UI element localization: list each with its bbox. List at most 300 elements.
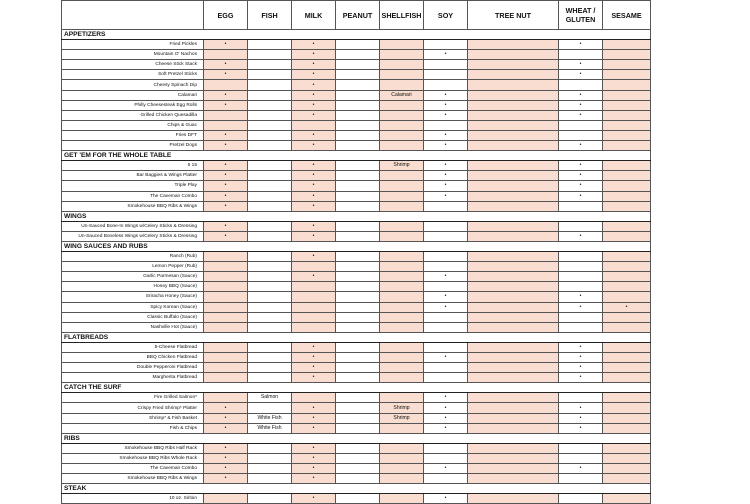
allergen-cell-soy [424, 231, 468, 241]
table-row [62, 80, 651, 90]
allergen-cell-egg [204, 272, 248, 282]
menu-item-name: Spicy Korean (Sauce) [62, 302, 204, 312]
allergen-cell-fish [248, 161, 292, 171]
allergen-cell-sesame [603, 322, 651, 332]
allergen-cell-milk: • [292, 171, 336, 181]
allergen-cell-shellfish [380, 453, 424, 463]
table-row [62, 443, 651, 453]
menu-item-name: Mountain O' Nachos [62, 50, 204, 60]
allergen-cell-soy: • [424, 191, 468, 201]
allergen-cell-peanut [336, 120, 380, 130]
allergen-cell-egg [204, 80, 248, 90]
allergen-cell-peanut [336, 322, 380, 332]
allergen-cell-fish [248, 353, 292, 363]
allergen-cell-milk: • [292, 474, 336, 484]
allergen-cell-shellfish: Calamari [380, 90, 424, 100]
allergen-cell-wheat [559, 393, 603, 403]
table-row [62, 363, 651, 373]
header-wheat: WHEAT / GLUTEN [559, 1, 603, 30]
allergen-cell-soy [424, 312, 468, 322]
allergen-cell-sesame [603, 353, 651, 363]
menu-item-name: Fried Pickles [62, 40, 204, 50]
allergen-cell-shellfish [380, 130, 424, 140]
allergen-cell-wheat: • [559, 403, 603, 413]
allergen-cell-wheat: • [559, 191, 603, 201]
section-title: RIBS [62, 433, 651, 443]
allergen-cell-sesame [603, 120, 651, 130]
table-row [62, 453, 651, 463]
table-row [62, 474, 651, 484]
allergen-cell-soy: • [424, 272, 468, 282]
allergen-cell-peanut [336, 393, 380, 403]
section-title: APPETIZERS [62, 30, 651, 40]
allergen-cell-egg: • [204, 403, 248, 413]
allergen-cell-egg [204, 393, 248, 403]
allergen-cell-soy [424, 70, 468, 80]
allergen-cell-milk [292, 262, 336, 272]
allergen-cell-sesame [603, 231, 651, 241]
allergen-cell-wheat: • [559, 161, 603, 171]
table-row [62, 70, 651, 80]
allergen-cell-treenut [468, 302, 559, 312]
allergen-cell-fish: Salmon [248, 393, 292, 403]
table-row [62, 272, 651, 282]
table-row [62, 393, 651, 403]
allergen-cell-wheat [559, 130, 603, 140]
table-row [62, 141, 651, 151]
allergen-cell-milk: • [292, 342, 336, 352]
menu-item-name: Double Pepperoni Flatbread [62, 363, 204, 373]
allergen-cell-milk: • [292, 443, 336, 453]
allergen-cell-peanut [336, 141, 380, 151]
allergen-cell-sesame [603, 494, 651, 504]
allergen-cell-wheat: • [559, 70, 603, 80]
header-egg: EGG [204, 1, 248, 30]
allergen-cell-milk: • [292, 110, 336, 120]
menu-item-name: Smokehouse BBQ Ribs Half Rack [62, 443, 204, 453]
menu-item-name: Lemon Pepper (Rub) [62, 262, 204, 272]
allergen-cell-treenut [468, 70, 559, 80]
allergen-cell-milk: • [292, 161, 336, 171]
menu-item-name: 10 oz. Sirloin [62, 494, 204, 504]
table-row [62, 312, 651, 322]
allergen-cell-sesame [603, 100, 651, 110]
menu-item-name: Shrimp* & Fish Basket [62, 413, 204, 423]
menu-item-name: Fish & Chips [62, 423, 204, 433]
allergen-cell-fish [248, 363, 292, 373]
allergen-cell-peanut [336, 171, 380, 181]
allergen-cell-fish [248, 494, 292, 504]
menu-item-name: Cheesy Spinach Dip [62, 80, 204, 90]
menu-item-name: Smokehouse BBQ Ribs & Wings [62, 474, 204, 484]
table-row [62, 221, 651, 231]
allergen-cell-milk: • [292, 130, 336, 140]
allergen-cell-milk: • [292, 373, 336, 383]
allergen-cell-egg: • [204, 464, 248, 474]
allergen-cell-milk: • [292, 464, 336, 474]
allergen-cell-soy [424, 252, 468, 262]
table-row [62, 90, 651, 100]
allergen-cell-treenut [468, 262, 559, 272]
allergen-cell-milk: • [292, 272, 336, 282]
allergen-cell-peanut [336, 221, 380, 231]
allergen-cell-shellfish [380, 262, 424, 272]
allergen-cell-sesame [603, 181, 651, 191]
allergen-cell-shellfish [380, 272, 424, 282]
allergen-cell-treenut [468, 252, 559, 262]
allergen-cell-sesame [603, 161, 651, 171]
allergen-cell-sesame [603, 292, 651, 302]
allergen-cell-egg: • [204, 171, 248, 181]
menu-item-name: Calamari [62, 90, 204, 100]
allergen-cell-egg [204, 120, 248, 130]
table-row [62, 171, 651, 181]
allergen-cell-milk: • [292, 40, 336, 50]
allergen-cell-peanut [336, 494, 380, 504]
allergen-cell-milk: • [292, 453, 336, 463]
allergen-cell-peanut [336, 191, 380, 201]
allergen-cell-shellfish [380, 312, 424, 322]
allergen-cell-sesame [603, 80, 651, 90]
table-row [62, 110, 651, 120]
allergen-cell-fish [248, 373, 292, 383]
allergen-cell-sesame [603, 50, 651, 60]
allergen-cell-fish [248, 120, 292, 130]
menu-item-name: Fire Grilled Salmon* [62, 393, 204, 403]
allergen-cell-sesame [603, 423, 651, 433]
allergen-cell-shellfish [380, 231, 424, 241]
allergen-cell-peanut [336, 423, 380, 433]
allergen-cell-sesame [603, 191, 651, 201]
allergen-cell-fish [248, 292, 292, 302]
allergen-cell-wheat [559, 252, 603, 262]
header-milk: MILK [292, 1, 336, 30]
allergen-cell-shellfish [380, 60, 424, 70]
allergen-cell-soy: • [424, 413, 468, 423]
allergen-cell-shellfish [380, 322, 424, 332]
allergen-cell-sesame [603, 282, 651, 292]
allergen-cell-sesame [603, 342, 651, 352]
allergen-cell-peanut [336, 231, 380, 241]
table-row [62, 60, 651, 70]
allergen-cell-peanut [336, 262, 380, 272]
allergen-cell-wheat [559, 322, 603, 332]
allergen-cell-treenut [468, 40, 559, 50]
allergen-cell-soy [424, 322, 468, 332]
allergen-cell-sesame [603, 40, 651, 50]
allergen-cell-treenut [468, 282, 559, 292]
allergen-cell-peanut [336, 40, 380, 50]
allergen-cell-peanut [336, 201, 380, 211]
allergen-cell-peanut [336, 342, 380, 352]
allergen-cell-peanut [336, 161, 380, 171]
allergen-cell-shellfish [380, 110, 424, 120]
allergen-cell-wheat [559, 474, 603, 484]
allergen-cell-milk [292, 120, 336, 130]
allergen-cell-soy: • [424, 141, 468, 151]
allergen-cell-wheat: • [559, 353, 603, 363]
section-header-row [62, 211, 651, 221]
allergen-cell-wheat: • [559, 292, 603, 302]
allergen-cell-wheat: • [559, 423, 603, 433]
allergen-cell-peanut [336, 110, 380, 120]
allergen-cell-wheat: • [559, 231, 603, 241]
allergen-cell-treenut [468, 161, 559, 171]
allergen-cell-soy: • [424, 464, 468, 474]
table-row [62, 282, 651, 292]
allergen-cell-egg: • [204, 141, 248, 151]
allergen-cell-milk: • [292, 252, 336, 262]
table-row [62, 130, 651, 140]
allergen-cell-fish [248, 191, 292, 201]
allergen-cell-milk [292, 292, 336, 302]
menu-item-name: Garlic Parmesan (Sauce) [62, 272, 204, 282]
allergen-cell-treenut [468, 120, 559, 130]
allergen-cell-wheat: • [559, 464, 603, 474]
allergen-cell-milk: • [292, 363, 336, 373]
allergen-cell-peanut [336, 272, 380, 282]
section-title: CATCH THE SURF [62, 383, 651, 393]
allergen-cell-milk [292, 322, 336, 332]
header-item [62, 1, 204, 30]
section-title: WINGS [62, 211, 651, 221]
allergen-cell-shellfish [380, 393, 424, 403]
allergen-cell-peanut [336, 252, 380, 262]
allergen-cell-treenut [468, 353, 559, 363]
allergen-cell-fish [248, 302, 292, 312]
allergen-cell-egg: • [204, 191, 248, 201]
allergen-cell-egg: • [204, 231, 248, 241]
allergen-cell-shellfish [380, 423, 424, 433]
section-header-row [62, 151, 651, 161]
allergen-cell-milk: • [292, 100, 336, 110]
header-row [62, 1, 651, 30]
allergen-cell-peanut [336, 282, 380, 292]
table-row [62, 494, 651, 504]
allergen-cell-milk: • [292, 181, 336, 191]
allergen-cell-treenut [468, 60, 559, 70]
allergen-cell-shellfish [380, 282, 424, 292]
allergen-cell-fish [248, 231, 292, 241]
table-row [62, 201, 651, 211]
allergen-cell-wheat [559, 80, 603, 90]
allergen-cell-soy: • [424, 403, 468, 413]
allergen-cell-peanut [336, 90, 380, 100]
allergen-cell-sesame [603, 453, 651, 463]
allergen-cell-shellfish [380, 80, 424, 90]
allergen-cell-treenut [468, 292, 559, 302]
table-row [62, 262, 651, 272]
table-row [62, 423, 651, 433]
menu-item-name: Triple Play [62, 181, 204, 191]
allergen-cell-milk: • [292, 221, 336, 231]
section-title: FLATBREADS [62, 332, 651, 342]
table-row [62, 403, 651, 413]
allergen-cell-milk: • [292, 50, 336, 60]
allergen-cell-shellfish [380, 40, 424, 50]
allergen-cell-soy [424, 453, 468, 463]
allergen-cell-shellfish [380, 342, 424, 352]
allergen-cell-shellfish [380, 100, 424, 110]
menu-item-name: Smokehouse BBQ Ribs Whole Rack [62, 453, 204, 463]
allergen-cell-egg [204, 494, 248, 504]
table-body [62, 30, 651, 504]
allergen-cell-wheat [559, 262, 603, 272]
allergen-cell-treenut [468, 393, 559, 403]
allergen-cell-fish [248, 60, 292, 70]
header-sesame: SESAME [603, 1, 651, 30]
menu-item-name: BBQ Chicken Flatbread [62, 353, 204, 363]
allergen-cell-fish [248, 130, 292, 140]
allergen-cell-shellfish [380, 171, 424, 181]
allergen-cell-soy [424, 221, 468, 231]
menu-item-name: The Caveman Combo [62, 191, 204, 201]
allergen-cell-fish: White Fish [248, 423, 292, 433]
allergen-cell-milk: • [292, 353, 336, 363]
allergen-cell-fish [248, 50, 292, 60]
table-row [62, 50, 651, 60]
allergen-cell-sesame: • [603, 302, 651, 312]
allergen-cell-shellfish [380, 292, 424, 302]
allergen-cell-peanut [336, 292, 380, 302]
allergen-cell-shellfish [380, 353, 424, 363]
menu-item-name: Margherita Flatbread [62, 373, 204, 383]
allergen-cell-shellfish [380, 221, 424, 231]
allergen-cell-sesame [603, 443, 651, 453]
allergen-cell-fish [248, 312, 292, 322]
allergen-cell-sesame [603, 363, 651, 373]
allergen-cell-peanut [336, 181, 380, 191]
allergen-cell-sesame [603, 201, 651, 211]
menu-item-name: Fries DFT [62, 130, 204, 140]
allergen-cell-fish [248, 110, 292, 120]
allergen-cell-wheat [559, 453, 603, 463]
allergen-cell-egg [204, 110, 248, 120]
table-row [62, 181, 651, 191]
allergen-cell-egg: • [204, 423, 248, 433]
allergen-cell-treenut [468, 474, 559, 484]
allergen-cell-treenut [468, 363, 559, 373]
menu-item-name: Smokehouse BBQ Ribs & Wings [62, 201, 204, 211]
allergen-cell-egg [204, 302, 248, 312]
table-row [62, 120, 651, 130]
allergen-cell-milk [292, 312, 336, 322]
allergen-cell-egg: • [204, 221, 248, 231]
table-row [62, 231, 651, 241]
menu-item-name: Classic Buffalo (Sauce) [62, 312, 204, 322]
allergen-cell-soy: • [424, 292, 468, 302]
allergen-cell-fish [248, 100, 292, 110]
section-header-row [62, 241, 651, 251]
allergen-cell-sesame [603, 60, 651, 70]
allergen-cell-soy [424, 363, 468, 373]
allergen-cell-treenut [468, 90, 559, 100]
allergen-cell-fish [248, 262, 292, 272]
allergen-cell-egg [204, 252, 248, 262]
allergen-cell-milk: • [292, 231, 336, 241]
table-row [62, 353, 651, 363]
allergen-cell-egg: • [204, 70, 248, 80]
allergen-cell-soy: • [424, 353, 468, 363]
allergen-cell-soy [424, 443, 468, 453]
allergen-cell-peanut [336, 464, 380, 474]
allergen-cell-shellfish [380, 181, 424, 191]
header-fish: FISH [248, 1, 292, 30]
header-peanut: PEANUT [336, 1, 380, 30]
allergen-cell-treenut [468, 322, 559, 332]
allergen-cell-fish [248, 171, 292, 181]
allergen-cell-sesame [603, 90, 651, 100]
table-row [62, 413, 651, 423]
allergen-cell-peanut [336, 70, 380, 80]
section-header-row [62, 433, 651, 443]
allergen-cell-peanut [336, 50, 380, 60]
allergen-cell-egg [204, 342, 248, 352]
allergen-cell-treenut [468, 231, 559, 241]
allergen-cell-treenut [468, 171, 559, 181]
allergen-cell-shellfish [380, 50, 424, 60]
allergen-cell-soy: • [424, 130, 468, 140]
allergen-cell-peanut [336, 363, 380, 373]
allergen-cell-shellfish [380, 120, 424, 130]
allergen-cell-sesame [603, 110, 651, 120]
menu-item-name: Cheese Stick Stack [62, 60, 204, 70]
allergen-cell-peanut [336, 60, 380, 70]
menu-item-name: Un-Sauced Boneless Wings w/Celery Sticks & Dressing [62, 231, 204, 241]
allergen-cell-sesame [603, 474, 651, 484]
menu-item-name: 5-Cheese Flatbread [62, 342, 204, 352]
allergen-cell-egg: • [204, 413, 248, 423]
allergen-cell-shellfish [380, 201, 424, 211]
allergen-cell-egg [204, 292, 248, 302]
allergen-cell-treenut [468, 110, 559, 120]
allergen-cell-soy: • [424, 393, 468, 403]
allergen-cell-soy [424, 342, 468, 352]
allergen-cell-milk [292, 302, 336, 312]
allergen-cell-egg [204, 282, 248, 292]
menu-item-name: Chips & Guac [62, 120, 204, 130]
allergen-cell-wheat: • [559, 110, 603, 120]
allergen-cell-shellfish: Shrimp [380, 161, 424, 171]
allergen-cell-milk: • [292, 413, 336, 423]
allergen-cell-wheat [559, 221, 603, 231]
header-shellfish: SHELLFISH [380, 1, 424, 30]
menu-item-name: Pretzel Dogs [62, 141, 204, 151]
allergen-cell-egg: • [204, 60, 248, 70]
allergen-cell-soy [424, 474, 468, 484]
allergen-cell-treenut [468, 201, 559, 211]
allergen-cell-milk: • [292, 494, 336, 504]
allergen-cell-milk: • [292, 141, 336, 151]
allergen-cell-egg [204, 262, 248, 272]
allergen-cell-treenut [468, 130, 559, 140]
allergen-cell-soy: • [424, 110, 468, 120]
table-row [62, 292, 651, 302]
allergen-cell-shellfish [380, 191, 424, 201]
menu-item-name: Nashville Hot (Sauce) [62, 322, 204, 332]
allergen-cell-sesame [603, 262, 651, 272]
allergen-cell-soy [424, 120, 468, 130]
allergen-cell-egg [204, 353, 248, 363]
header-soy: SOY [424, 1, 468, 30]
allergen-cell-treenut [468, 100, 559, 110]
allergen-cell-shellfish [380, 252, 424, 262]
allergen-cell-peanut [336, 312, 380, 322]
allergen-table [61, 0, 651, 504]
allergen-cell-wheat: • [559, 181, 603, 191]
allergen-cell-milk: • [292, 80, 336, 90]
allergen-cell-sesame [603, 312, 651, 322]
